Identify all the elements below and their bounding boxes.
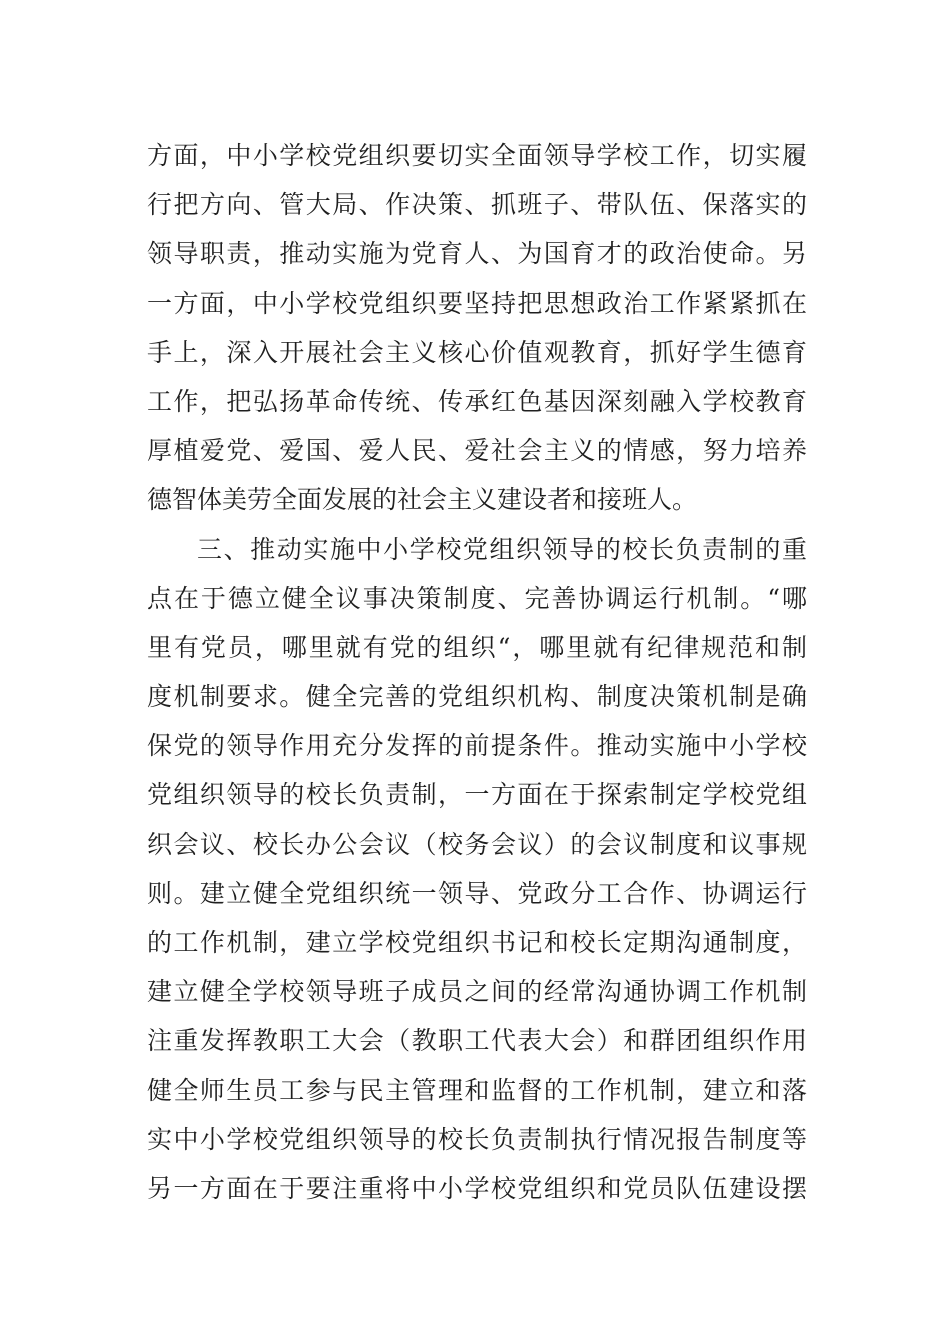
text-line: 一方面，中小学校党组织要坚持把思想政治工作紧紧抓在 [147,288,807,318]
text-line: 手上，深入开展社会主义核心价值观教育，抓好学生德育 [147,337,807,367]
text-line: 领导职责，推动实施为党育人、为国育才的政治使命。另 [147,239,807,269]
paragraph-end-line: 德智体美劳全面发展的社会主义建设者和接班人。 [147,485,698,515]
text-line: 保党的领导作用充分发挥的前提条件。推动实施中小学校 [147,731,807,761]
text-line: 实中小学校党组织领导的校长负责制执行情况报告制度等 [147,1124,807,1154]
text-line: 工作，把弘扬革命传统、传承红色基因深刻融入学校教育 [147,386,807,416]
text-line: 点在于德立健全议事决策制度、完善协调运行机制。“哪 [147,583,807,613]
text-line: 另一方面在于要注重将中小学校党组织和党员队伍建设摆 [147,1173,807,1203]
text-line: 里有党员，哪里就有党的组织“，哪里就有纪律规范和制 [147,632,807,662]
text-line: 注重发挥教职工大会（教职工代表大会）和群团组织作用 [147,1026,807,1056]
text-line: 方面，中小学校党组织要切实全面领导学校工作，切实履 [147,141,807,170]
text-line: 健全师生员工参与民主管理和监督的工作机制，建立和落 [147,1075,807,1105]
text-line: 织会议、校长办公会议（校务会议）的会议制度和议事规 [147,829,807,859]
text-line: 度机制要求。健全完善的党组织机构、制度决策机制是确 [147,682,807,712]
text-line: 建立健全学校领导班子成员之间的经常沟通协调工作机制 [147,977,807,1007]
text-line: 的工作机制，建立学校党组织书记和校长定期沟通制度， [147,928,807,957]
body-text [147,131,807,1213]
text-line: 行把方向、管大局、作决策、抓班子、带队伍、保落实的 [147,190,807,220]
text-line: 厚植爱党、爱国、爱人民、爱社会主义的情感，努力培养 [147,436,807,466]
text-line: 党组织领导的校长负责制，一方面在于探索制定学校党组 [147,780,807,810]
paragraph-start-line: 三、推动实施中小学校党组织领导的校长负责制的重 [197,534,807,564]
text-line: 则。建立健全党组织统一领导、党政分工合作、协调运行 [147,878,807,908]
